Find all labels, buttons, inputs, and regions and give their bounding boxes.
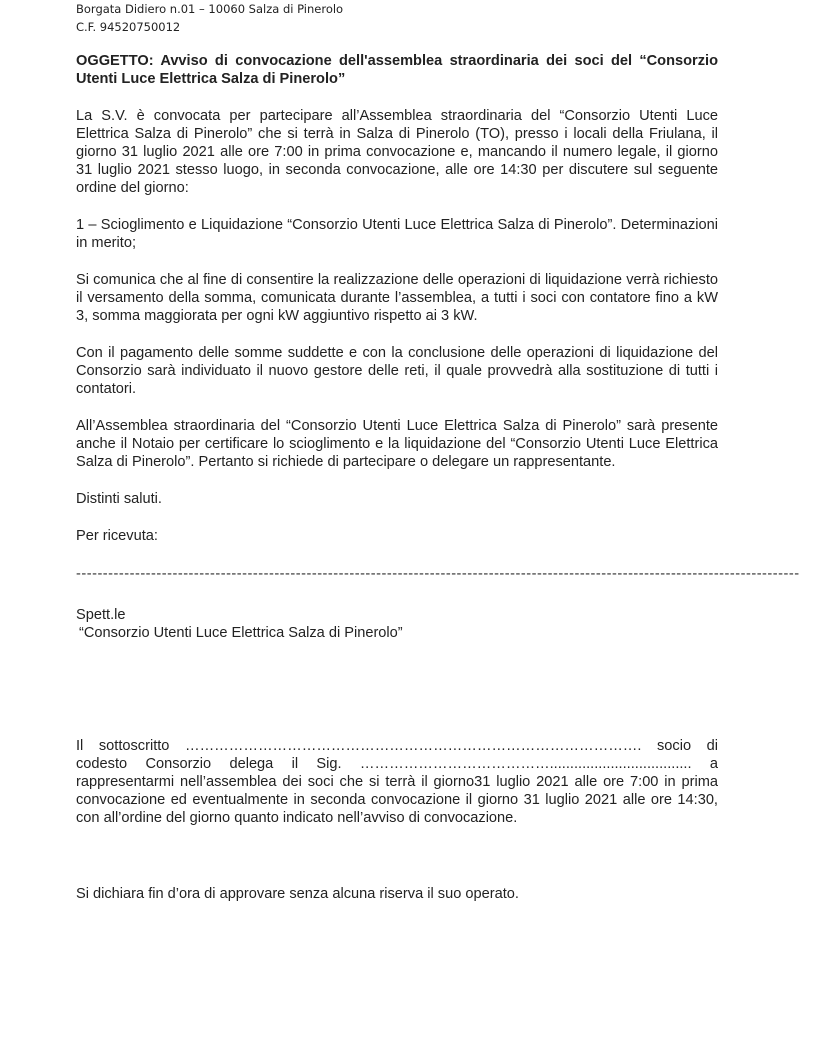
payment-paragraph: Si comunica che al fine di consentire la realizzazione delle operazioni di liquidazione verrà richiesto il versamento della somma, comunicata durante l’assemblea, a tutti i soci con contatore fino a kW 3, somma maggiorata per ogni kW aggiuntivo rispetto ai 3 kW.	[76, 272, 718, 324]
addressee-salutation: Spett.le	[76, 607, 126, 623]
new-operator-paragraph: Con il pagamento delle somme suddette e con la conclusione delle operazioni di liquidazione del Consorzio sarà individuato il nuovo gestore delle reti, il quale provvedrà alla sostituzione di tutti i contatori.	[76, 345, 718, 397]
address-line: Borgata Didiero n.01 – 10060 Salza di Pinerolo	[76, 2, 344, 16]
addressee-name: “Consorzio Utenti Luce Elettrica Salza di Pinerolo”	[79, 625, 403, 641]
receipt-label: Per ricevuta:	[76, 528, 158, 544]
closing-statement: Si dichiara fin d’ora di approvare senza alcuna riserva il suo operato.	[76, 886, 519, 902]
delegation-form-text: Il sottoscritto …………………………………………………………………………………. socio di codesto Consorzio delega il Sig. …………………………………................................... a rappresentarmi nell’assemblea dei soci che si terrà il giorno31 luglio 2021 alle ore 7:00 in prima convocazione ed eventualmente in seconda convocazione il giorno 31 luglio 2021 alle ore 14:30, con all’ordine del giorno quanto indicato nell’avviso di convocazione.	[76, 738, 718, 826]
notary-paragraph: All’Assemblea straordinaria del “Consorzio Utenti Luce Elettrica Salza di Pinerolo” sarà presente anche il Notaio per certificare lo scioglimento e la liquidazione del “Consorzio Utenti Luce Elettrica Salza di Pinerolo”. Pertanto si richiede di partecipare o delegare un rappresentante.	[76, 418, 718, 470]
greeting: Distinti saluti.	[76, 491, 162, 507]
letter-body	[76, 52, 800, 922]
cut-line-separator: ---------------------------------------------------------------------------------------------------------------------------------------	[76, 566, 800, 582]
agenda-item: 1 – Scioglimento e Liquidazione “Consorzio Utenti Luce Elettrica Salza di Pinerolo”. Determinazioni in merito;	[76, 217, 718, 251]
convocation-paragraph: La S.V. è convocata per partecipare all’Assemblea straordinaria del “Consorzio Utenti Luce Elettrica Salza di Pinerolo” che si terrà in Salza di Pinerolo (TO), presso i locali della Friulana, il giorno 31 luglio 2021 alle ore 7:00 in prima convocazione e, mancando il numero legale, il giorno 31 luglio 2021 stesso luogo, in seconda convocazione, alle ore 14:30 per discutere sul seguente ordine del giorno:	[76, 108, 718, 196]
subject-line: OGGETTO: Avviso di convocazione dell'assemblea straordinaria dei soci del “Consorzio Utenti Luce Elettrica Salza di Pinerolo”	[76, 53, 718, 87]
addressee-block	[76, 606, 718, 642]
letterhead	[76, 0, 343, 36]
tax-code-line: C.F. 94520750012	[76, 20, 181, 34]
